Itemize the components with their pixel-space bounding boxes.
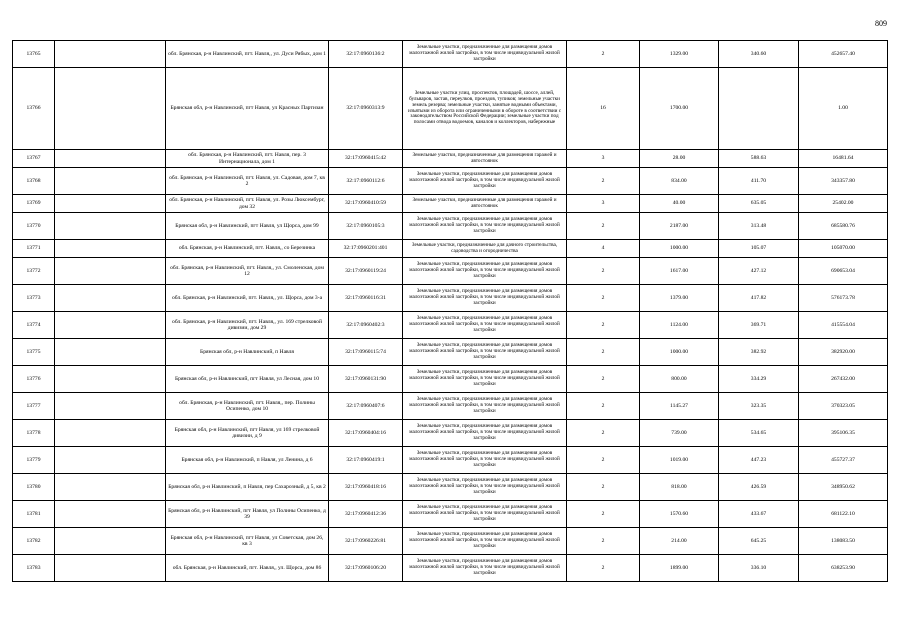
cadastral-number-cell: 32:17:0960116:31 [329, 285, 403, 312]
land-use-cell: Земельные участки, предназначенные для размещения домов малоэтажной жилой застройки, в том числе индивидуальной жилой застройки [403, 393, 567, 420]
cadastral-value-cell: 16481.64 [799, 150, 888, 168]
cadastral-value-cell: 370323.05 [799, 393, 888, 420]
specific-value-cell: 334.29 [719, 366, 799, 393]
area-cell: 834.00 [640, 168, 719, 195]
cadastral-number-cell: 32:17:0960226:81 [329, 528, 403, 555]
specific-value-cell: 369.71 [719, 312, 799, 339]
address-cell: Брянская обл, р-н Навлинский, пгт Навля, ул Полины Осипенко, д 39 [166, 501, 329, 528]
address-cell: обл. Брянская, р-н Навлинский, пгт. Навля,, ул. Щорса, дом 3-а [166, 285, 329, 312]
specific-value-cell: 105.07 [719, 240, 799, 258]
group-number-cell: 16 [567, 68, 640, 150]
cadastral-value-cell: 105070.00 [799, 240, 888, 258]
table-row [13, 150, 888, 168]
table-row [13, 240, 888, 258]
land-use-cell: Земельные участки, предназначенные для размещения домов малоэтажной жилой застройки, в том числе индивидуальной жилой застройки [403, 447, 567, 474]
area-cell: 1145.27 [640, 393, 719, 420]
group-number-cell: 2 [567, 555, 640, 582]
address-cell: Брянская обл, р-н Навлинский, пгт Навля, ул 169 стрелковой дивизии, д 9 [166, 420, 329, 447]
specific-value-cell: 534.65 [719, 420, 799, 447]
land-use-cell: Земельные участки, предназначенные для размещения домов малоэтажной жилой застройки, в том числе индивидуальной жилой застройки [403, 258, 567, 285]
cadastral-value-cell: 455727.37 [799, 447, 888, 474]
cadastral-value-cell: 452657.40 [799, 41, 888, 68]
area-cell: 1019.00 [640, 447, 719, 474]
table-row [13, 213, 888, 240]
address-cell: Брянская обл, р-н Навлинский, п Навля [166, 339, 329, 366]
cadastral-value-cell: 685580.76 [799, 213, 888, 240]
table-row [13, 68, 888, 150]
area-cell: 1617.00 [640, 258, 719, 285]
cadastral-value-cell: 395106.35 [799, 420, 888, 447]
row-number-cell: 13775 [13, 339, 55, 366]
cadastral-number-cell: 32:17:0960313:9 [329, 68, 403, 150]
area-cell: 1570.60 [640, 501, 719, 528]
table-row [13, 447, 888, 474]
table-row [13, 168, 888, 195]
cadastral-number-cell: 32:17:0960201:401 [329, 240, 403, 258]
table-row [13, 501, 888, 528]
cadastral-value-cell: 348950.62 [799, 474, 888, 501]
address-cell: Брянская обл, р-н Навлинский, п Навля, пер Сахарозный, д 5, кв 2 [166, 474, 329, 501]
land-use-cell: Земельные участки, предназначенные для размещения гаражей и автостоянок [403, 195, 567, 213]
land-use-cell: Земельные участки, предназначенные для размещения домов малоэтажной жилой застройки, в том числе индивидуальной жилой застройки [403, 501, 567, 528]
cadastral-number-cell: 32:17:0960410:59 [329, 195, 403, 213]
land-use-cell: Земельные участки, предназначенные для размещения домов малоэтажной жилой застройки, в том числе индивидуальной жилой застройки [403, 555, 567, 582]
address-cell: обл. Брянская, р-н Навлинский, пгт. Навля,, пер. Полины Осипенко, дом 10 [166, 393, 329, 420]
blank-cell [55, 240, 166, 258]
table-row [13, 420, 888, 447]
address-cell: обл. Брянская, р-н Навлинский, пгт. Навля,, ул. Щорса, дом 86 [166, 555, 329, 582]
address-cell: обл. Брянская, р-н Навлинский, пгт. Навля,, ул. Дуси Рябых, дом 1 [166, 41, 329, 68]
area-cell: 1000.00 [640, 339, 719, 366]
blank-cell [55, 447, 166, 474]
cadastral-number-cell: 32:17:0960112:6 [329, 168, 403, 195]
table-row [13, 41, 888, 68]
area-cell: 739.00 [640, 420, 719, 447]
land-use-cell: Земельные участки, предназначенные для размещения домов малоэтажной жилой застройки, в том числе индивидуальной жилой застройки [403, 420, 567, 447]
group-number-cell: 2 [567, 213, 640, 240]
land-use-cell: Земельные участки, предназначенные для размещения домов малоэтажной жилой застройки, в том числе индивидуальной жилой застройки [403, 474, 567, 501]
blank-cell [55, 393, 166, 420]
table-row [13, 339, 888, 366]
cadastral-number-cell: 32:17:0960105:3 [329, 213, 403, 240]
group-number-cell: 2 [567, 312, 640, 339]
cadastral-number-cell: 32:17:0960407:6 [329, 393, 403, 420]
land-use-cell: Земельные участки, предназначенные для размещения домов малоэтажной жилой застройки, в том числе индивидуальной жилой застройки [403, 339, 567, 366]
blank-cell [55, 195, 166, 213]
blank-cell [55, 285, 166, 312]
cadastral-value-cell: 638253.90 [799, 555, 888, 582]
row-number-cell: 13783 [13, 555, 55, 582]
area-cell: 1000.00 [640, 240, 719, 258]
area-cell: 1379.00 [640, 285, 719, 312]
table-row [13, 555, 888, 582]
address-cell: Брянская обл, р-н Навлинский, пгт Навля, ул Щорса, дом 99 [166, 213, 329, 240]
specific-value-cell: 336.10 [719, 555, 799, 582]
cadastral-value-cell: 1.00 [799, 68, 888, 150]
cadastral-value-cell: 576173.78 [799, 285, 888, 312]
blank-cell [55, 366, 166, 393]
cadastral-number-cell: 32:17:0960136:2 [329, 41, 403, 68]
address-cell: Брянская обл, р-н Навлинский, пгт Навля, ул Лесная, дом 10 [166, 366, 329, 393]
row-number-cell: 13765 [13, 41, 55, 68]
land-use-cell: Земельные участки, предназначенные для размещения домов малоэтажной жилой застройки, в том числе индивидуальной жилой застройки [403, 285, 567, 312]
cadastral-number-cell: 32:17:0960419:1 [329, 447, 403, 474]
address-cell: Брянская обл, р-н Навлинский, пгт Навля, ул Красных Партизан [166, 68, 329, 150]
address-cell: Брянская обл, р-н Навлинский, п Навля, ул Ленина, д 6 [166, 447, 329, 474]
area-cell: 1329.00 [640, 41, 719, 68]
row-number-cell: 13772 [13, 258, 55, 285]
specific-value-cell: 427.12 [719, 258, 799, 285]
area-cell: 1124.00 [640, 312, 719, 339]
cadastral-number-cell: 32:17:0960404:16 [329, 420, 403, 447]
area-cell: 2187.00 [640, 213, 719, 240]
blank-cell [55, 258, 166, 285]
land-use-cell: Земельные участки, предназначенные для размещения гаражей и автостоянок [403, 150, 567, 168]
row-number-cell: 13780 [13, 474, 55, 501]
table-row [13, 312, 888, 339]
address-cell: обл. Брянская, р-н Навлинский, пгт. Навля,, ул. Смоленская, дом 12 [166, 258, 329, 285]
area-cell: 214.00 [640, 528, 719, 555]
blank-cell [55, 213, 166, 240]
address-cell: обл. Брянская, р-н Навлинский, пгт. Навля,, ул. 169 стрелковой дивизии, дом 29 [166, 312, 329, 339]
cadastral-value-cell: 681122.10 [799, 501, 888, 528]
address-cell: обл. Брянская, р-н Навлинский, пгт. Навля, пер. 3 Интернационала, дом 1 [166, 150, 329, 168]
row-number-cell: 13777 [13, 393, 55, 420]
group-number-cell: 2 [567, 528, 640, 555]
cadastral-value-cell: 415554.04 [799, 312, 888, 339]
land-use-cell: Земельные участки улиц, проспектов, площадей, шоссе, аллей, бульваров, застав, переулков, проездов, тупиков; земельные участки земель резерва; земельные участки, занятые водными объектами, изъятыми из оборота или ограниченными в обороте в соответствии с законодательством Российской Федерации; земельные участки под полосами отвода водоемов, каналов и коллекторов, набережные [403, 68, 567, 150]
area-cell: 818.00 [640, 474, 719, 501]
land-use-cell: Земельные участки, предназначенные для размещения домов малоэтажной жилой застройки, в том числе индивидуальной жилой застройки [403, 213, 567, 240]
group-number-cell: 2 [567, 474, 640, 501]
group-number-cell: 2 [567, 420, 640, 447]
land-use-cell: Земельные участки, предназначенные для размещения домов малоэтажной жилой застройки, в том числе индивидуальной жилой застройки [403, 41, 567, 68]
row-number-cell: 13778 [13, 420, 55, 447]
row-number-cell: 13767 [13, 150, 55, 168]
specific-value-cell: 323.35 [719, 393, 799, 420]
group-number-cell: 2 [567, 366, 640, 393]
blank-cell [55, 528, 166, 555]
specific-value-cell: 382.92 [719, 339, 799, 366]
specific-value-cell: 433.67 [719, 501, 799, 528]
group-number-cell: 4 [567, 240, 640, 258]
table-row [13, 366, 888, 393]
blank-cell [55, 68, 166, 150]
table-row [13, 474, 888, 501]
land-use-cell: Земельные участки, предназначенные для размещения домов малоэтажной жилой застройки, в том числе индивидуальной жилой застройки [403, 312, 567, 339]
specific-value-cell: 340.60 [719, 41, 799, 68]
area-cell: 28.00 [640, 150, 719, 168]
specific-value-cell: 426.59 [719, 474, 799, 501]
blank-cell [55, 41, 166, 68]
table-row [13, 528, 888, 555]
row-number-cell: 13776 [13, 366, 55, 393]
row-number-cell: 13781 [13, 501, 55, 528]
cadastral-number-cell: 32:17:0960402:3 [329, 312, 403, 339]
cadastral-value-cell: 267432.00 [799, 366, 888, 393]
group-number-cell: 2 [567, 393, 640, 420]
cadastral-value-cell: 138083.50 [799, 528, 888, 555]
specific-value-cell: 313.48 [719, 213, 799, 240]
group-number-cell: 2 [567, 339, 640, 366]
specific-value-cell: 411.70 [719, 168, 799, 195]
blank-cell [55, 168, 166, 195]
blank-cell [55, 501, 166, 528]
cadastral-number-cell: 32:17:0960115:74 [329, 339, 403, 366]
cadastral-number-cell: 32:17:0960131:90 [329, 366, 403, 393]
row-number-cell: 13779 [13, 447, 55, 474]
specific-value-cell: 417.82 [719, 285, 799, 312]
page-number: 809 [875, 19, 887, 28]
specific-value-cell: 447.23 [719, 447, 799, 474]
land-use-cell: Земельные участки, предназначенные для размещения домов малоэтажной жилой застройки, в том числе индивидуальной жилой застройки [403, 168, 567, 195]
address-cell: обл. Брянская, р-н Навлинский, пгт. Навля,, со Березинка [166, 240, 329, 258]
blank-cell [55, 555, 166, 582]
address-cell: обл. Брянская, р-н Навлинский, пгт. Навля, ул. Садовая, дом 7, кв 2 [166, 168, 329, 195]
row-number-cell: 13766 [13, 68, 55, 150]
address-cell: обл. Брянская, р-н Навлинский, пгт. Навля, ул. Розы Люксембург, дом 32 [166, 195, 329, 213]
blank-cell [55, 312, 166, 339]
cadastral-value-cell: 25402.00 [799, 195, 888, 213]
blank-cell [55, 474, 166, 501]
group-number-cell: 2 [567, 41, 640, 68]
land-use-cell: Земельные участки, предназначенные для дачного строительства, садоводства и огородничества [403, 240, 567, 258]
cadastral-value-table [12, 40, 888, 582]
group-number-cell: 3 [567, 150, 640, 168]
cadastral-number-cell: 32:17:0960119:24 [329, 258, 403, 285]
specific-value-cell: 645.25 [719, 528, 799, 555]
group-number-cell: 3 [567, 195, 640, 213]
area-cell: 1700.00 [640, 68, 719, 150]
cadastral-value-cell: 382920.00 [799, 339, 888, 366]
group-number-cell: 2 [567, 447, 640, 474]
group-number-cell: 2 [567, 168, 640, 195]
area-cell: 40.00 [640, 195, 719, 213]
blank-cell [55, 150, 166, 168]
area-cell: 800.00 [640, 366, 719, 393]
land-use-cell: Земельные участки, предназначенные для размещения домов малоэтажной жилой застройки, в том числе индивидуальной жилой застройки [403, 528, 567, 555]
group-number-cell: 2 [567, 258, 640, 285]
table-row [13, 258, 888, 285]
blank-cell [55, 339, 166, 366]
row-number-cell: 13773 [13, 285, 55, 312]
table-row [13, 393, 888, 420]
row-number-cell: 13769 [13, 195, 55, 213]
row-number-cell: 13771 [13, 240, 55, 258]
cadastral-value-cell: 690653.04 [799, 258, 888, 285]
row-number-cell: 13774 [13, 312, 55, 339]
specific-value-cell: 588.63 [719, 150, 799, 168]
group-number-cell: 2 [567, 285, 640, 312]
cadastral-number-cell: 32:17:0960415:42 [329, 150, 403, 168]
cadastral-number-cell: 32:17:0960106:20 [329, 555, 403, 582]
row-number-cell: 13768 [13, 168, 55, 195]
cadastral-number-cell: 32:17:0960418:16 [329, 474, 403, 501]
row-number-cell: 13782 [13, 528, 55, 555]
address-cell: Брянская обл, р-н Навлинский, пгт Навля, ул Советская, дом 26, кв 3 [166, 528, 329, 555]
cadastral-number-cell: 32:17:0960412:36 [329, 501, 403, 528]
blank-cell [55, 420, 166, 447]
land-use-cell: Земельные участки, предназначенные для размещения домов малоэтажной жилой застройки, в том числе индивидуальной жилой застройки [403, 366, 567, 393]
table-row [13, 195, 888, 213]
specific-value-cell: 635.05 [719, 195, 799, 213]
row-number-cell: 13770 [13, 213, 55, 240]
specific-value-cell [719, 68, 799, 150]
table-row [13, 285, 888, 312]
cadastral-value-cell: 343357.80 [799, 168, 888, 195]
group-number-cell: 2 [567, 501, 640, 528]
area-cell: 1899.00 [640, 555, 719, 582]
